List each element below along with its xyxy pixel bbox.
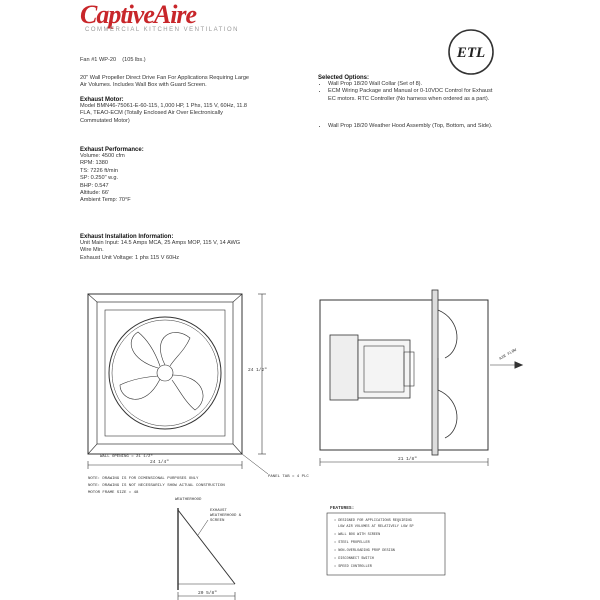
hood-width-dim: 20 5/8"	[198, 591, 217, 596]
hood-callout: SCREEN	[210, 519, 225, 523]
feature-item: • DISCONNECT SWITCH	[334, 557, 374, 561]
airflow-label: AIR FLOW	[499, 348, 518, 362]
side-width-dim: 21 1/8"	[398, 457, 417, 462]
propeller-icon	[120, 332, 203, 410]
side-view	[320, 290, 522, 466]
fan-label: Fan #1 WP-20	[80, 57, 117, 63]
fan-weight: (105 lbs.)	[122, 57, 146, 63]
features-list	[327, 505, 445, 575]
front-width-dim: 24 1/4"	[150, 460, 169, 465]
feature-item: • DESIGNED FOR APPLICATIONS REQUIRING	[334, 519, 412, 523]
etl-text: ETL	[456, 45, 486, 61]
option-item: • ECM Wiring Package and Manual or 0-10VDC Control for Exhaust EC motors. RTC Controller (No harness when ordered as a part).	[328, 88, 533, 103]
motor-section: Exhaust Motor: Model BMN46-75061-E-60-115, 1,000 HP, 1 Phs, 115 V, 60Hz, 11.8 FLA, TEAO-ECM (Totally Enclosed Air Over Electronically Commutated Motor)	[80, 97, 310, 125]
option-item: • Wall Prop 18/20 Wall Collar (Set of 8).	[328, 81, 533, 88]
technical-drawing	[0, 280, 600, 600]
hood-callout: EXHAUST	[210, 509, 227, 513]
fan-description: 20" Wall Propeller Direct Drive Fan For Applications Requiring Large Air Volumes. Includes Wall Box with Guard Screen.	[80, 75, 250, 89]
feature-item: LOW AIR VOLUMES AT RELATIVELY LOW SP	[338, 525, 414, 529]
options-heading: Selected Options:	[318, 75, 370, 81]
feature-item: • STEEL PROPELLER	[334, 541, 370, 545]
motor-heading: Exhaust Motor:	[80, 97, 124, 103]
drawing-note: MOTOR FRAME SIZE = 48	[88, 491, 139, 495]
weatherhood-view	[178, 508, 235, 600]
installation-section: Exhaust Installation Information: Unit Main Input: 14.5 Amps MCA, 25 Amps MOP, 115 V, 14 AWG Wire Min. Exhaust Unit Voltage: 1 phs 115 V 60Hz	[80, 234, 310, 262]
option-item: • Wall Prop 18/20 Weather Hood Assembly (Top, Bottom, and Side).	[328, 123, 533, 130]
installation-heading: Exhaust Installation Information:	[80, 234, 174, 240]
front-view	[88, 294, 268, 474]
brand-tagline: COMMERCIAL KITCHEN VENTILATION	[85, 27, 240, 33]
wall-opening-label: WALL OPENING = 21 1/2"	[100, 455, 153, 459]
options-section	[318, 75, 533, 131]
features-title: FEATURES:	[330, 506, 355, 511]
performance-section: Exhaust Performance: Volume: 4500 cfm RPM: 1380 TS: 7226 ft/min SP: 0.250" w.g. BHP: 0.547 Altitude: 66' Ambient Temp: 70°F	[80, 147, 310, 205]
hood-callout: WEATHERHOOD &	[210, 514, 242, 518]
panel-tab-note: PANEL TAB = 4 PLC	[268, 475, 309, 479]
front-height-dim: 24 1/2"	[248, 368, 267, 373]
performance-heading: Exhaust Performance:	[80, 147, 144, 153]
feature-item: • SPEED CONTROLLER	[334, 565, 372, 569]
drawing-note: NOTE: DRAWING IS FOR DIMENSIONAL PURPOSES ONLY	[88, 477, 199, 481]
drawing-note: NOTE: DRAWING IS NOT NECESSARILY SHOW ACTUAL CONSTRUCTION	[88, 484, 225, 488]
etl-listed-mark	[447, 28, 495, 76]
fan-label-row	[80, 57, 146, 64]
feature-item: • NON-OVERLOADING PROP DESIGN	[334, 549, 395, 553]
weatherhood-title: WEATHERHOOD	[175, 498, 202, 502]
brand-logo: CaptiveAire	[80, 0, 197, 29]
feature-item: • WALL BOX WITH SCREEN	[334, 533, 381, 537]
